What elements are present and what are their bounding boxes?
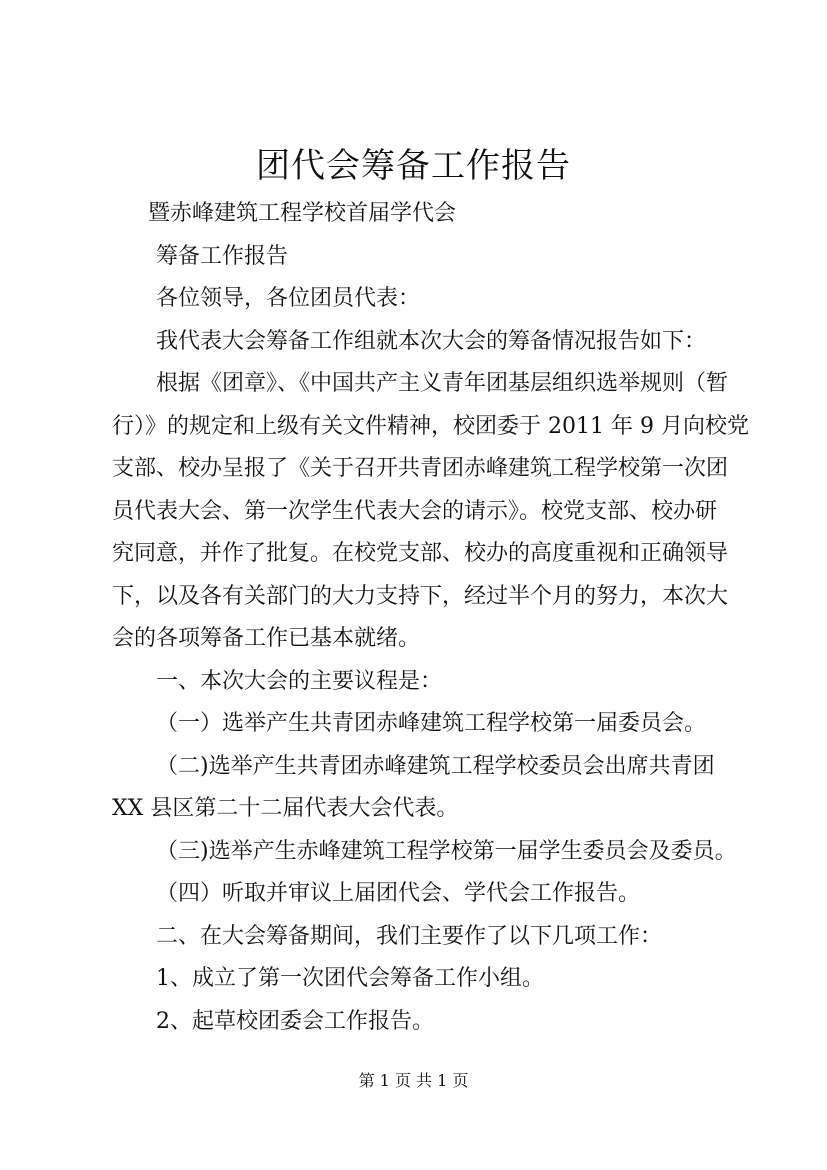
text-line: 2、起草校团委会工作报告。 <box>156 1008 434 1034</box>
text-line: 行）》的规定和上级有关文件精神，校团委于 2011 年 9 月向校党 <box>112 413 749 439</box>
text-line: 会的各项筹备工作已基本就绪。 <box>112 626 421 651</box>
text-line: 筹备工作报告 <box>156 243 289 269</box>
text-line: （二)选举产生共青团赤峰建筑工程学校委员会出席共青团 <box>156 753 715 779</box>
text-line: （三)选举产生赤峰建筑工程学校第一届学生委员会及委员。 <box>156 838 737 864</box>
text-line: 究同意，并作了批复。在校党支部、校办的高度重视和正确领导 <box>112 541 729 566</box>
text-line: （一）选举产生共青团赤峰建筑工程学校第一届委员会。 <box>156 711 707 736</box>
text-line: （四）听取并审议上届团代会、学代会工作报告。 <box>156 881 641 906</box>
text-line: XX 县区第二十二届代表大会代表。 <box>112 796 459 821</box>
text-line: 二、在大会筹备期间，我们主要作了以下几项工作： <box>156 923 663 949</box>
text-line: 根据《团章》、《中国共产主义青年团基层组织选举规则（暂 <box>156 371 729 396</box>
text-line: 员代表大会、第一次学生代表大会的请示》。校党支部、校办研 <box>112 498 718 524</box>
text-line: 1、成立了第一次团代会筹备工作小组。 <box>156 966 544 991</box>
text-line: 我代表大会筹备工作组就本次大会的筹备情况报告如下： <box>156 328 707 354</box>
body-text <box>112 193 749 1043</box>
text-line: 支部、校办呈报了《关于召开共青团赤峰建筑工程学校第一次团 <box>112 456 729 481</box>
text-line: 各位领导，各位团员代表： <box>156 286 421 311</box>
text-line: 暨赤峰建筑工程学校首届学代会 <box>148 201 457 226</box>
page-footer: 第 1 页 共 1 页 <box>358 1071 469 1090</box>
text-line: 一、本次大会的主要议程是： <box>156 668 443 694</box>
page-title: 团代会筹备工作报告 <box>256 146 571 186</box>
text-line: 下，以及各有关部门的大力支持下，经过半个月的努力，本次大 <box>112 583 729 609</box>
